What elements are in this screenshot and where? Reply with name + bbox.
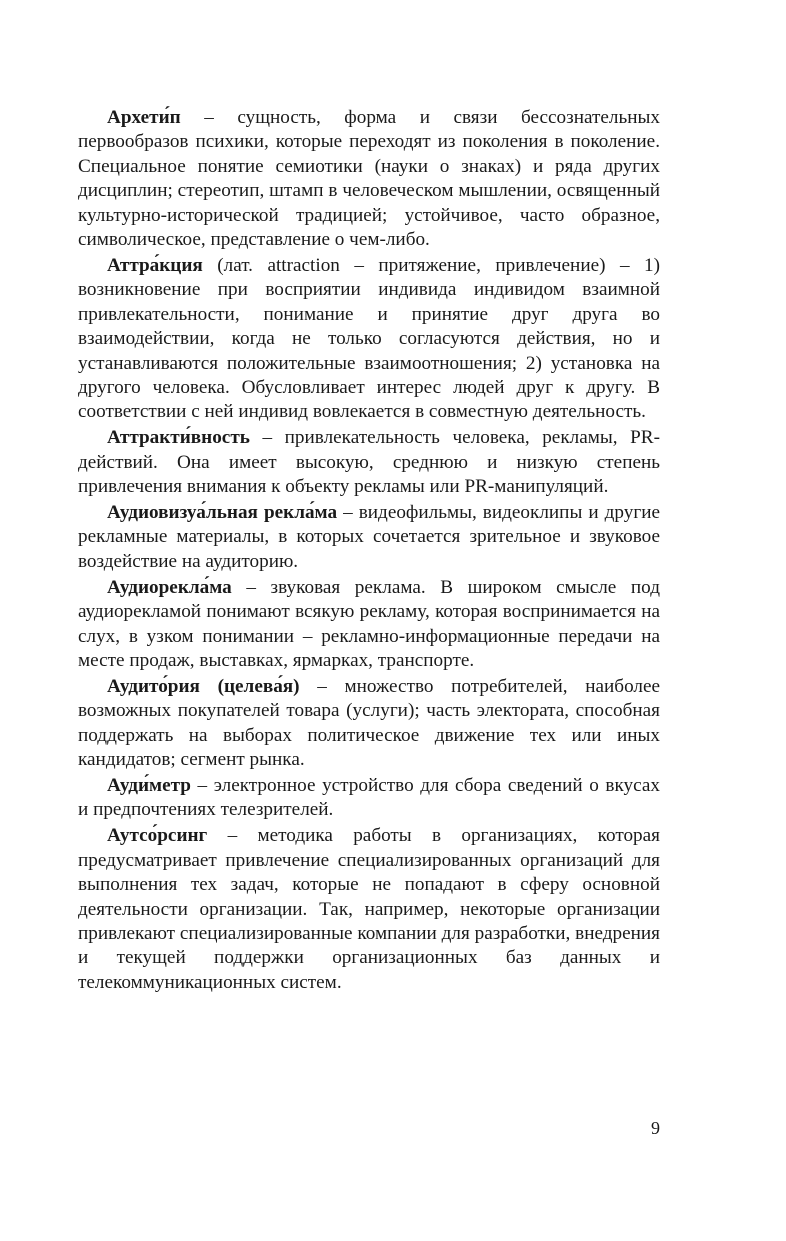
glossary-entry-outsourcing: [78, 824, 660, 995]
entry-definition: – привлекательность человека, рекламы, PR-действий. Она имеет высокую, среднюю и низкую степень привлечения внимания к объекту рекламы или PR-манипуляций.: [78, 427, 660, 498]
entry-definition: – сущность, форма и связи бессознательных первообразов психики, которые переходят из поколения в поколение. Специальное понятие семиотики (науки о знаках) и ряда других дисциплин; стереотип, штамп в человеческом мышлении, освященный культурно-исторической традицией; устойчивое, часто образное, символическое, представление о чем-либо.: [78, 107, 660, 251]
entry-definition: – множество потребителей, наиболее возможных покупателей товара (услуги); часть электората, способная поддержать на выборах политическое движение тех или иных кандидатов; сегмент рынка.: [78, 675, 661, 771]
page-number: 9: [651, 1118, 660, 1138]
glossary-entry-archetype: [78, 106, 660, 252]
entry-definition: – методика работы в организациях, которая предусматривает привлечение специализированных организаций для выполнения тех задач, которые не попадают в сферу основной деятельности организации. Так, например, некоторые организации привлекают специализированные компании для разработки, внедрения и текущей поддержки организационных баз данных и телекоммуникационных систем.: [78, 825, 660, 993]
glossary-entry-audio-ad: [78, 576, 660, 674]
glossary-entry-target-audience: [78, 675, 660, 773]
page-body: [78, 106, 660, 997]
entry-term: Ауди́метр: [107, 774, 191, 796]
entry-definition: (лат. attraction – притяжение, привлечение) – 1) возникновение при восприятии индивида индивидом взаимной привлекательности, понимание и принятие друг друга во взаимодействии, когда не только согласуются действия, но и устанавливаются положительные взаимоотношения; 2) установка на другого человека. Обусловливает интерес людей друг к другу. В соответствии с ней индивид вовлекается в совместную деятельность.: [78, 254, 660, 423]
entry-term: Аутсо́рсинг: [107, 825, 208, 847]
entry-definition: – звуковая реклама. В широком смысле под аудиорекламой понимают всякую рекламу, которая воспринимается на слух, в узком понимании – рекламно-информационные передачи на месте продаж, выставках, ярмарках, транспорте.: [78, 576, 660, 671]
entry-term: Аудиовизуа́льная рекла́ма: [107, 502, 338, 523]
glossary-entry-audimeter: [78, 774, 660, 823]
glossary-entry-audiovisual-ad: [78, 501, 660, 574]
entry-term: Архети́п: [107, 107, 181, 128]
glossary-entry-attraction: [78, 254, 660, 425]
entry-term: Аттра́кция: [107, 254, 203, 276]
entry-term: Аудито́рия (целева́я): [107, 675, 300, 697]
entry-term: Аттракти́вность: [107, 427, 250, 449]
entry-definition: – электронное устройство для сбора сведений о вкусах и предпочтениях телезрителей.: [78, 774, 660, 821]
glossary-entry-attractiveness: [78, 426, 660, 499]
entry-definition: – видеофильмы, видеоклипы и другие рекламные материалы, в которых сочетается зрительное и звуковое воздействие на аудиторию.: [78, 502, 660, 572]
entry-term: Аудиорекла́ма: [107, 576, 232, 598]
